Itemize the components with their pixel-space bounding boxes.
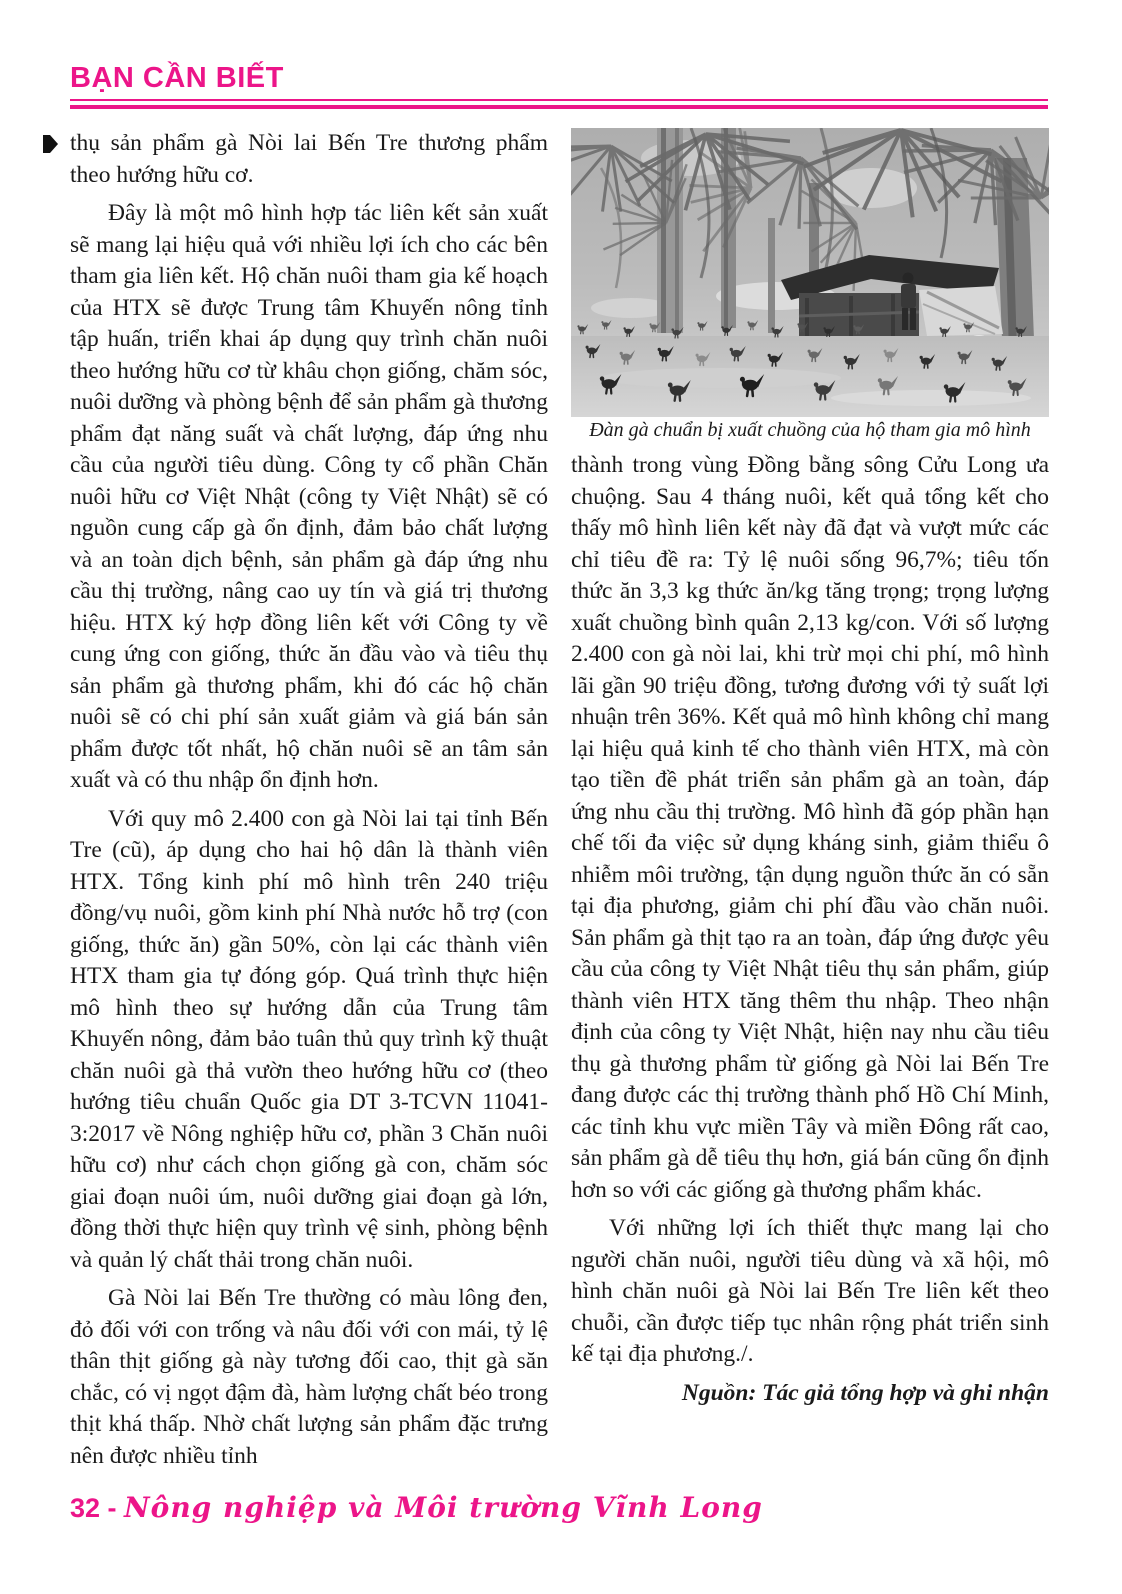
right-column bbox=[571, 128, 1049, 1416]
section-rubric: BẠN CẦN BIẾT bbox=[70, 62, 284, 94]
body-paragraph: Đây là một mô hình hợp tác liên kết sản xuất sẽ mang lại hiệu quả với nhiều lợi ích cho các bên tham gia liên kết. Hộ chăn nuôi tham gia kế hoạch của HTX sẽ được Trung tâm Khuyến nông tỉnh tập huấn, triển khai áp dụng quy trình chăn nuôi theo hướng hữu cơ từ khâu chọn giống, chăm sóc, nuôi dưỡng và phòng bệnh để sản phẩm gà thương phẩm đạt năng suất và chất lượng, đáp ứng nhu cầu của người tiêu dùng. Công ty cổ phần Chăn nuôi hữu cơ Việt Nhật (công ty Việt Nhật) sẽ có nguồn cung cấp gà ổn định, đảm bảo chất lượng và an toàn dịch bệnh, sản phẩm gà đáp ứng nhu cầu thị trường, nâng cao uy tín và giá trị thương hiệu. HTX ký hợp đồng liên kết với Công ty về cung ứng con giống, thức ăn đầu vào và tiêu thụ sản phẩm gà thương phẩm, khi đó các hộ chăn nuôi sẽ có chi phí sản xuất giảm và giá bán sản phẩm được tốt nhất, hộ chăn nuôi sẽ an tâm sản xuất và có thu nhập ổn định hơn. bbox=[70, 200, 548, 793]
footer-separator: - bbox=[100, 1493, 125, 1523]
article-photo bbox=[571, 128, 1049, 417]
page-footer bbox=[70, 1491, 763, 1524]
photo-illustration bbox=[571, 128, 1049, 417]
continuation-paragraph bbox=[70, 128, 548, 191]
paragraph-text: thụ sản phẩm gà Nòi lai Bến Tre thương phẩm theo hướng hữu cơ. bbox=[70, 130, 548, 188]
source-credit: Nguồn: Tác giả tổng hợp và ghi nhận bbox=[681, 1379, 1049, 1406]
journal-title: Nông nghiệp và Môi trường Vĩnh Long bbox=[124, 1491, 763, 1524]
header-rule-thin bbox=[70, 99, 1048, 101]
left-column bbox=[70, 128, 548, 1479]
body-paragraph: Với những lợi ích thiết thực mang lại cho người chăn nuôi, người tiêu dùng và xã hội, mô hình chăn nuôi gà Nòi lai Bến Tre liên kết theo chuỗi, cần được tiếp tục nhân rộng phát triển sinh kế tại địa phương./. bbox=[571, 1215, 1049, 1367]
body-paragraph: thành trong vùng Đồng bằng sông Cửu Long ưa chuộng. Sau 4 tháng nuôi, kết quả tổng kết cho thấy mô hình liên kết này đã đạt và vượt mức các chỉ tiêu đề ra: Tỷ lệ nuôi sống 96,7%; tiêu tốn thức ăn 3,3 kg thức ăn/kg tăng trọng; trọng lượng xuất chuồng bình quân 2,13 kg/con. Với số lượng 2.400 con gà nòi lai, khi trừ mọi chi phí, mô hình lãi gần 90 triệu đồng, tương đương với tỷ suất lợi nhuận trên 36%. Kết quả mô hình không chỉ mang lại hiệu quả kinh tế cho thành viên HTX, mà còn tạo tiền đề phát triển sản phẩm gà an toàn, đáp ứng nhu cầu thị trường. Mô hình đã góp phần hạn chế tối đa việc sử dụng kháng sinh, giảm thiểu ô nhiễm môi trường, tận dụng nguồn thức ăn có sẵn tại địa phương, giảm chi phí đầu vào chăn nuôi. Sản phẩm gà thịt tạo ra an toàn, đáp ứng được yêu cầu của công ty Việt Nhật tiêu thụ sản phẩm, giúp thành viên HTX tăng thêm thu nhập. Theo nhận định của công ty Việt Nhật, hiện nay nhu cầu tiêu thụ gà thương phẩm từ giống gà Nòi lai Bến Tre đang được các thị trường thành phố Hồ Chí Minh, các tỉnh khu vực miền Tây và miền Đông rất cao, sản phẩm gà dễ tiêu thụ hơn, giá bán cũng ổn định hơn so với các giống gà thương phẩm khác. bbox=[571, 452, 1049, 1203]
body-paragraph: Gà Nòi lai Bến Tre thường có màu lông đen, đỏ đối với con trống và nâu đối với con mái, tỷ lệ thân thịt giống gà này tương đối cao, thịt gà săn chắc, có vị ngọt đậm đà, hàm lượng chất béo trong thịt khá thấp. Nhờ chất lượng sản phẩm đặc trưng nên được nhiều tỉnh bbox=[70, 1285, 548, 1469]
photo-caption: Đàn gà chuẩn bị xuất chuồng của hộ tham gia mô hình bbox=[589, 419, 1031, 441]
header-rule-thick bbox=[70, 105, 1048, 109]
continuation-arrow-icon bbox=[43, 134, 59, 154]
body-paragraph: Với quy mô 2.400 con gà Nòi lai tại tỉnh Bến Tre (cũ), áp dụng cho hai hộ dân là thành viên HTX. Tổng kinh phí mô hình trên 240 triệu đồng/vụ nuôi, gồm kinh phí Nhà nước hỗ trợ (con giống, thức ăn) gần 50%, còn lại các thành viên HTX tham gia tự đóng góp. Quá trình thực hiện mô hình theo sự hướng dẫn của Trung tâm Khuyến nông, đảm bảo tuân thủ quy trình kỹ thuật chăn nuôi gà thả vườn theo hướng hữu cơ (theo hướng tiêu chuẩn Quốc gia DT 3-TCVN 11041-3:2017 về Nông nghiệp hữu cơ, phần 3 Chăn nuôi hữu cơ) như cách chọn giống gà con, chăm sóc giai đoạn nuôi úm, nuôi dưỡng giai đoạn gà lớn, đồng thời thực hiện quy trình vệ sinh, phòng bệnh và quản lý chất thải trong chăn nuôi. bbox=[70, 805, 548, 1273]
page-number: 32 bbox=[70, 1493, 101, 1523]
